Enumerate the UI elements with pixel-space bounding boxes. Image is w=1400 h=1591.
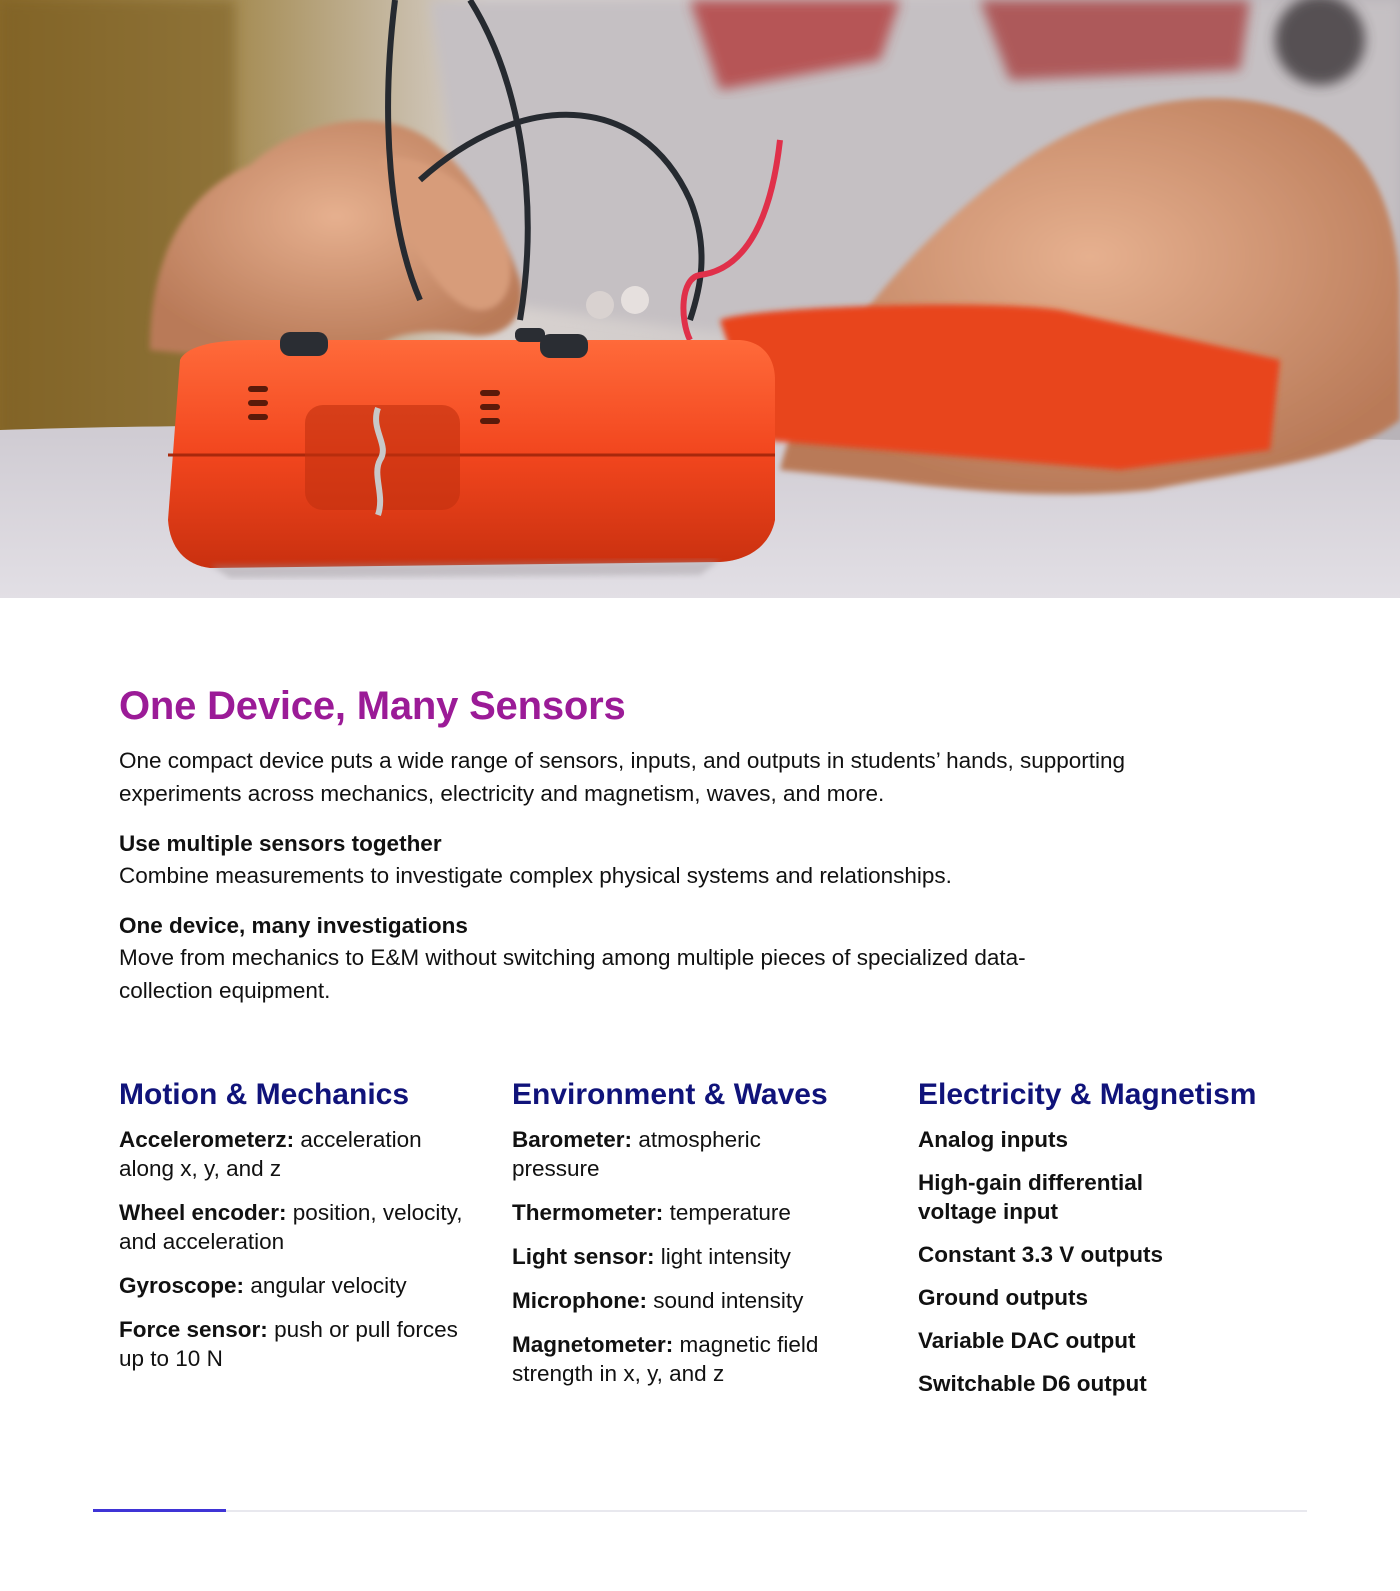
sensor-desc: magnetic field strength in x, y, and z <box>512 1332 819 1386</box>
list-item: Constant 3.3 V outputs <box>918 1242 1164 1267</box>
sensor-term: Thermometer: <box>512 1200 664 1225</box>
feature-text: Combine measurements to investigate complex physical systems and relationships. <box>119 863 952 888</box>
column-environment-waves <box>512 1077 872 1403</box>
list-item <box>512 1242 872 1271</box>
section-intro: One compact device puts a wide range of sensors, inputs, and outputs in students’ hands, supporting experiments across mechanics, electricity and magnetism, waves, and more. <box>119 748 1126 806</box>
list-item: Ground outputs <box>918 1285 1088 1310</box>
sensor-term: Magnetometer: <box>512 1332 674 1357</box>
sensor-desc: light intensity <box>660 1244 791 1269</box>
sensor-term: Accelerometerz: <box>119 1127 295 1152</box>
footer-accent-bar <box>93 1509 226 1512</box>
sensor-device <box>168 328 775 578</box>
list-item <box>512 1198 872 1227</box>
column-heading: Electricity & Magnetism <box>918 1078 1257 1111</box>
sensor-term: Wheel encoder: <box>119 1200 287 1225</box>
feature-title: Use multiple sensors together <box>119 831 442 856</box>
footer-divider <box>93 1510 1307 1512</box>
feature-block <box>119 911 1299 1007</box>
list-item <box>119 1315 464 1373</box>
sensor-desc: acceleration along x, y, and z <box>119 1127 422 1181</box>
sensor-term: Microphone: <box>512 1288 647 1313</box>
sensor-desc: position, velocity, and acceleration <box>119 1200 463 1254</box>
sensor-desc: angular velocity <box>250 1273 407 1298</box>
hero-photo-illustration <box>0 0 1400 598</box>
list-item <box>512 1125 812 1183</box>
list-item <box>119 1125 464 1183</box>
list-item: High-gain differential voltage input <box>918 1170 1143 1224</box>
list-item <box>119 1198 464 1256</box>
sensor-term: Barometer: <box>512 1127 633 1152</box>
sensor-columns <box>119 1077 1319 1417</box>
column-heading: Environment & Waves <box>512 1078 828 1111</box>
feature-text: Move from mechanics to E&M without switching among multiple pieces of specialized data-collection equipment. <box>119 945 1026 1003</box>
hero-image <box>0 0 1400 598</box>
list-item: Analog inputs <box>918 1127 1068 1152</box>
feature-title: One device, many investigations <box>119 913 468 938</box>
list-item <box>512 1286 872 1315</box>
feature-block <box>119 829 1299 892</box>
section-title: One Device, Many Sensors <box>119 684 626 728</box>
column-heading: Motion & Mechanics <box>119 1078 410 1111</box>
list-item <box>119 1271 464 1300</box>
list-item: Variable DAC output <box>918 1328 1136 1353</box>
sensor-list <box>119 1125 464 1373</box>
sensor-term: Gyroscope: <box>119 1273 245 1298</box>
column-electricity-magnetism <box>918 1077 1288 1412</box>
sensor-desc: atmospheric pressure <box>512 1127 761 1181</box>
column-motion-mechanics <box>119 1077 464 1388</box>
io-list <box>918 1125 1288 1398</box>
list-item: Switchable D6 output <box>918 1371 1147 1396</box>
sensor-list <box>512 1125 872 1388</box>
intro-section <box>119 682 1299 1007</box>
list-item <box>512 1330 872 1388</box>
sensor-desc: push or pull forces up to 10 N <box>119 1317 458 1371</box>
sensor-desc: temperature <box>669 1200 791 1225</box>
sensor-term: Light sensor: <box>512 1244 655 1269</box>
sensor-term: Force sensor: <box>119 1317 268 1342</box>
sensor-desc: sound intensity <box>653 1288 804 1313</box>
